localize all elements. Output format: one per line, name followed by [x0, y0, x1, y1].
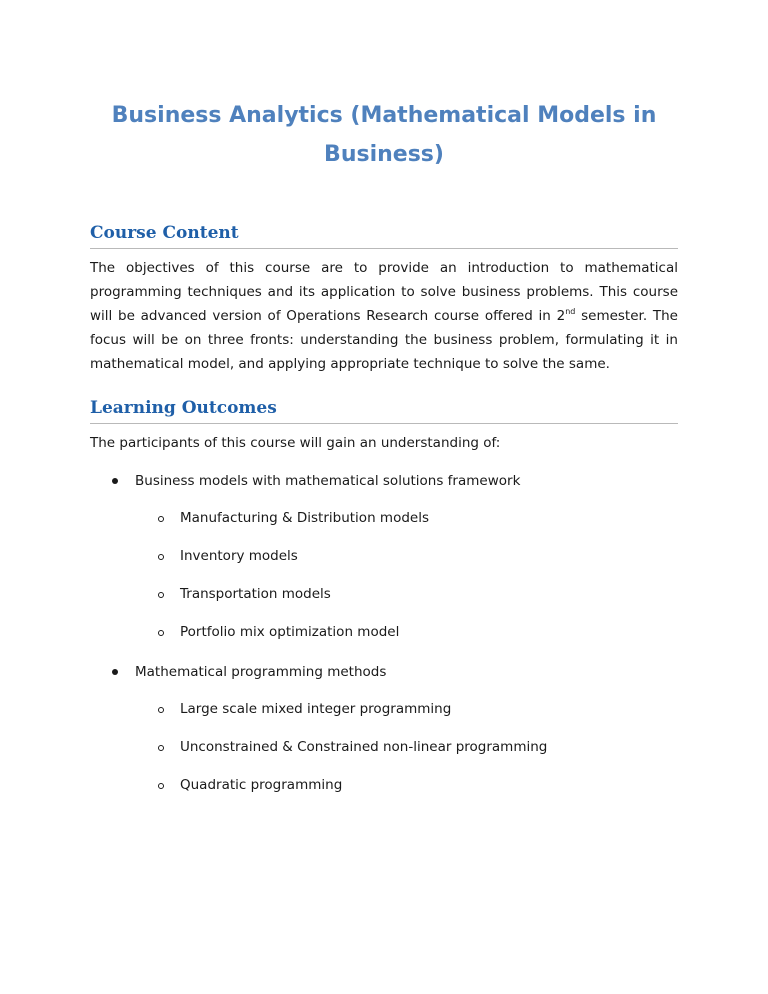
document-title: Business Analytics (Mathematical Models in Business): [111, 103, 657, 167]
bullet-circle-icon: [158, 554, 164, 560]
sub-list-item-label: Inventory models: [180, 548, 298, 564]
sub-list-item-label: Transportation models: [180, 586, 331, 602]
ordinal-superscript: nd: [565, 307, 576, 316]
bullet-circle-icon: [158, 630, 164, 636]
bullet-circle-icon: [158, 516, 164, 522]
bullet-disc-icon: [112, 478, 118, 484]
list-item-label: Mathematical programming methods: [135, 664, 387, 680]
list-item-label: Business models with mathematical solutions framework: [135, 473, 521, 489]
sub-list-item-label: Large scale mixed integer programming: [180, 701, 452, 717]
bullet-circle-icon: [158, 745, 164, 751]
course-content-heading: Course Content: [90, 222, 678, 249]
bullet-circle-icon: [158, 783, 164, 789]
sub-list-item-label: Unconstrained & Constrained non-linear programming: [180, 739, 548, 755]
sub-list-item-label: Manufacturing & Distribution models: [180, 510, 429, 526]
learning-outcomes-heading: Learning Outcomes: [90, 397, 678, 424]
course-content-text-part1: The objectives of this course are to provide an introduction to mathematical programming techniques and its application to solve business problems. This course will be advanced version of Operations Research course offered in 2: [90, 260, 678, 324]
sub-list-item-label: Quadratic programming: [180, 777, 343, 793]
bullet-circle-icon: [158, 592, 164, 598]
learning-outcomes-intro: The participants of this course will gain an understanding of:: [90, 435, 501, 451]
course-content-text-part2: semester. The focus will be on three fronts: understanding the business problem, formulating it in mathematical model, and applying appropriate technique to solve the same.: [90, 308, 678, 372]
bullet-circle-icon: [158, 707, 164, 713]
bullet-disc-icon: [112, 669, 118, 675]
course-content-paragraph: [90, 256, 678, 376]
sub-list-item-label: Portfolio mix optimization model: [180, 624, 400, 640]
